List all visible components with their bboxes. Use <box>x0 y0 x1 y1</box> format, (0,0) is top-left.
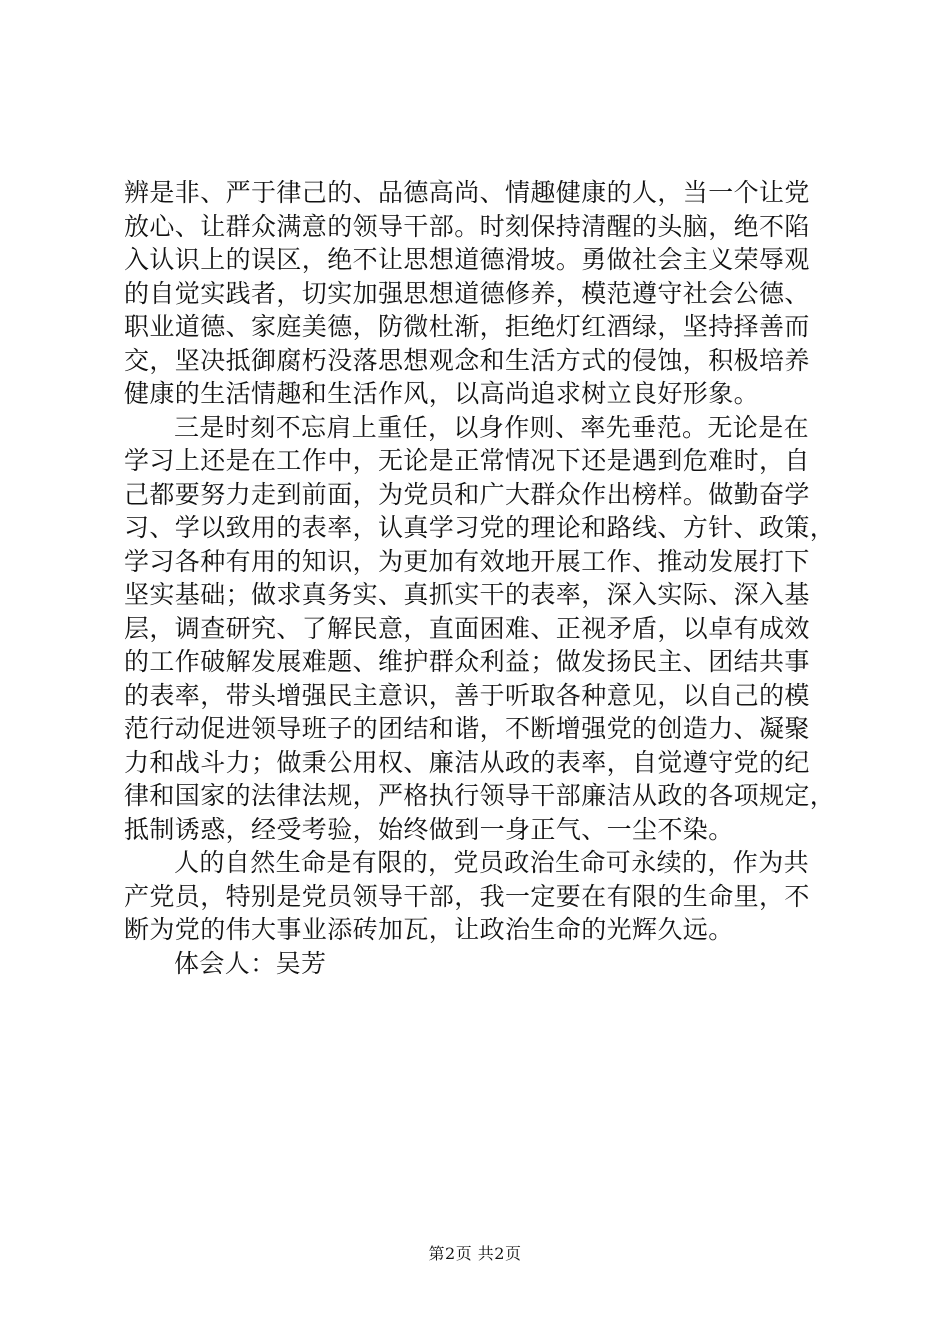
text-line: 人的自然生命是有限的，党员政治生命可永续的，作为共 <box>174 848 810 877</box>
paragraph-continuation <box>124 176 834 411</box>
text-line: 健康的生活情趣和生活作风，以高尚追求树立良好形象。 <box>124 379 760 408</box>
text-line: 断为党的伟大事业添砖加瓦，让政治生命的光辉久远。 <box>124 915 734 944</box>
paragraph-conclusion <box>124 846 834 947</box>
text-line: 习、学以致用的表率，认真学习党的理论和路线、方针、政策， <box>124 513 836 542</box>
text-line: 产党员，特别是党员领导干部，我一定要在有限的生命里，不 <box>124 881 810 911</box>
text-line: 的自觉实践者，切实加强思想道德修养，模范遵守社会公德、 <box>124 278 810 308</box>
text-line: 辨是非、严于律己的、品德高尚、情趣健康的人，当一个让党 <box>124 178 810 207</box>
text-line: 的工作破解发展难题、维护群众利益；做发扬民主、团结共事 <box>124 647 810 676</box>
text-line: 职业道德、家庭美德，防微杜渐，拒绝灯红酒绿，坚持择善而 <box>124 312 810 341</box>
text-line: 己都要努力走到前面，为党员和广大群众作出榜样。做勤奋学 <box>124 479 810 509</box>
page-number-footer: 第2页 共2页 <box>428 1244 522 1263</box>
paragraph-third-point <box>124 411 834 847</box>
text-line: 律和国家的法律法规，严格执行领导干部廉洁从政的各项规定， <box>124 781 836 810</box>
text-line: 放心、让群众满意的领导干部。时刻保持清醒的头脑，绝不陷 <box>124 211 810 241</box>
text-line: 学习上还是在工作中，无论是正常情况下还是遇到危难时，自 <box>124 446 810 475</box>
text-line: 入认识上的误区，绝不让思想道德滑坡。勇做社会主义荣辱观 <box>124 245 810 274</box>
text-line: 层，调查研究、了解民意，直面困难、正视矛盾，以卓有成效 <box>124 613 810 643</box>
text-line: 的表率，带头增强民主意识，善于听取各种意见，以自己的模 <box>124 680 810 710</box>
document-body <box>124 176 834 980</box>
text-line: 交，坚决抵御腐朽没落思想观念和生活方式的侵蚀，积极培养 <box>124 345 810 375</box>
text-line: 学习各种有用的知识，为更加有效地开展工作、推动发展打下 <box>124 546 810 576</box>
signature: 体会人：吴芳 <box>174 948 327 978</box>
text-line: 力和战斗力；做秉公用权、廉洁从政的表率，自觉遵守党的纪 <box>124 747 810 777</box>
text-line: 范行动促进领导班子的团结和谐，不断增强党的创造力、凝聚 <box>124 714 810 743</box>
text-line: 抵制诱惑，经受考验，始终做到一身正气、一尘不染。 <box>124 814 734 844</box>
text-line: 坚实基础；做求真务实、真抓实干的表率，深入实际、深入基 <box>124 580 810 609</box>
text-line: 三是时刻不忘肩上重任，以身作则、率先垂范。无论是在 <box>174 412 810 442</box>
